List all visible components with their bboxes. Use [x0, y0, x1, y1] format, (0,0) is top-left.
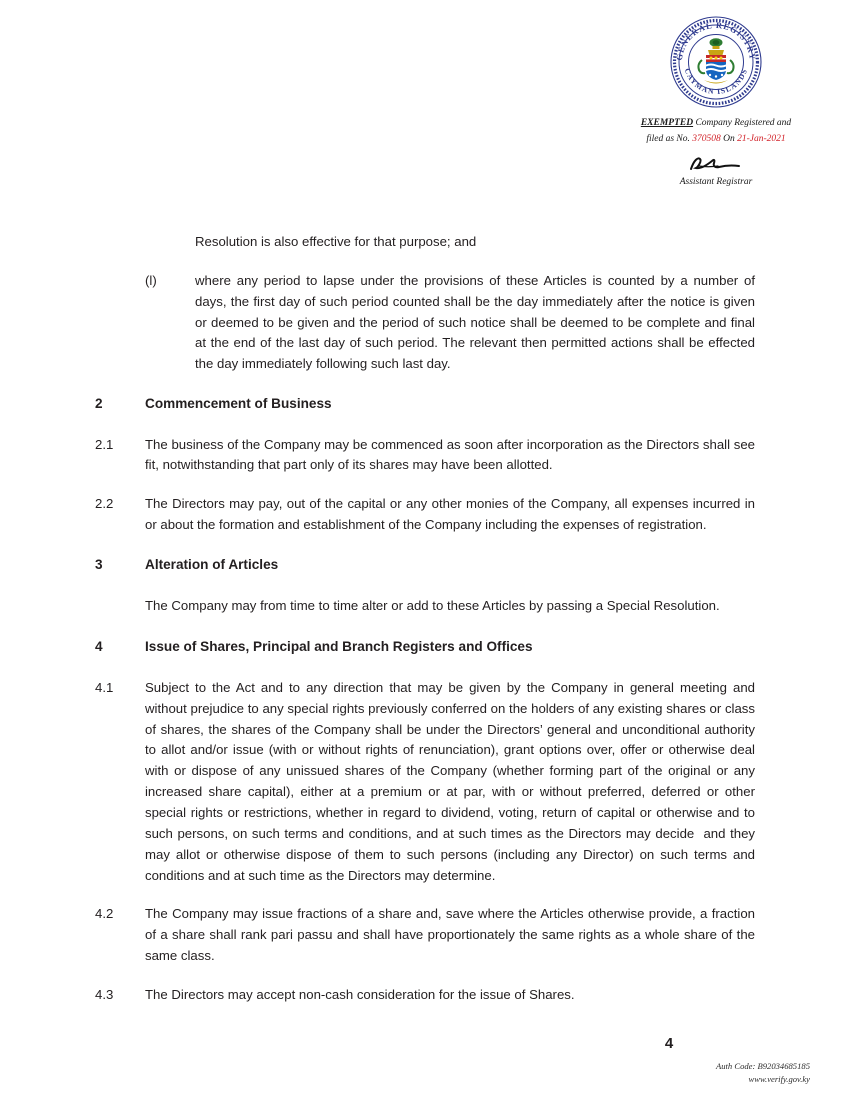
filed-as-no-label: filed as No. [646, 133, 693, 144]
section-3-title: Alteration of Articles [145, 557, 279, 573]
section-heading-2 [95, 393, 755, 414]
exempted-label: EXEMPTED [640, 118, 694, 128]
registration-number: 370508 [692, 133, 721, 144]
registration-date: 21-Jan-2021 [737, 133, 786, 144]
clause-2-2-number: 2.2 [95, 496, 114, 512]
section-4-number: 4 [95, 639, 103, 655]
stamp-line-filed [616, 132, 816, 148]
clause-4-3-number: 4.3 [95, 987, 114, 1003]
section-3-number: 3 [95, 557, 103, 573]
verify-url: www.verify.gov.ky [748, 1074, 810, 1085]
signature-glyph [685, 154, 747, 174]
section-heading-3 [95, 554, 755, 575]
assistant-registrar-title: Assistant Registrar [679, 177, 753, 188]
section-2-title: Commencement of Business [145, 396, 332, 412]
on-label: On [720, 133, 738, 144]
clause-4-1-text: Subject to the Act and to any direction that may be given by the Company in general meeting and without prejudice to any special rights previously conferred on the holders of any existing shares or class of shares, the shares of the Company shall be under the Directors’ general and unconditional authority to allot and/or issue (with or without rights of renunciation), grant options over, offer or otherwise deal with or dispose of any unissued shares of the Company (whether forming part of the original or any increased share capital), either at a premium or at par, with or without preferred, deferred or other special rights or restrictions, whether in regard to dividend, voting, return of capital or otherwise and to such persons, on such terms and conditions, and at such times as the Directors may decide and they may allot or otherwise dispose of them to such persons (including any Director) on such terms and conditions and at such time as the Directors may determine. [145, 679, 759, 883]
section-2-number: 2 [95, 396, 103, 412]
clause-2-1-text: The business of the Company may be commenced as soon after incorporation as the Directors shall see fit, notwithstanding that part only of its shares may have been allotted. [145, 436, 759, 473]
svg-text:CAYMAN ISLANDS: CAYMAN ISLANDS [682, 67, 750, 97]
clause-l-marker: (l) [145, 272, 157, 288]
seal-graphic [668, 14, 764, 110]
stamp-text-block [616, 116, 816, 147]
auth-code: Auth Code: B92034685185 [715, 1061, 810, 1072]
page-footer [580, 1035, 810, 1086]
general-registry-seal [668, 14, 764, 110]
clause-4-2-number: 4.2 [95, 906, 114, 922]
continuation-line: Resolution is also effective for that purpose; and [195, 234, 477, 249]
section-3-paragraph: The Company may from time to time alter or add to these Articles by passing a Special Resolution. [145, 597, 720, 613]
section-4-title: Issue of Shares, Principal and Branch Registers and Offices [145, 639, 533, 655]
clause-4-3 [95, 985, 755, 1006]
clause-4-1 [95, 678, 759, 887]
document-body [95, 232, 759, 1006]
clause-2-1 [95, 435, 759, 477]
stamp-line-registered [616, 116, 816, 132]
clause-2-1-number: 2.1 [95, 436, 114, 452]
registrar-stamp [616, 14, 816, 187]
signature-mark [616, 154, 816, 176]
clause-2-2-text: The Directors may pay, out of the capital or any other monies of the Company, all expenses incurred in or about the formation and establishment of the Company including the expenses of registration. [145, 496, 759, 533]
clause-2-2 [95, 494, 759, 536]
stamp-line1-text: Company Registered and [693, 118, 792, 128]
clause-4-2 [95, 904, 759, 967]
svg-text:GENERAL REGISTRY: GENERAL REGISTRY [674, 20, 758, 62]
page-number: 4 [664, 1035, 674, 1053]
clause-4-3-text: The Directors may accept non-cash consideration for the issue of Shares. [145, 987, 575, 1003]
coat-of-arms-emblem [698, 38, 733, 83]
section-heading-4 [95, 636, 755, 657]
clause-l-text: where any period to lapse under the provisions of these Articles is counted by a number of days, the first day of such period counted shall be the day immediately after the notice is given or deemed to be given and the period of such notice shall be deemed to be complete and final at the end of the last day of such period. The relevant then permitted actions shall be effected the day immediately following such last day. [195, 272, 759, 372]
clause-l [145, 271, 759, 375]
clause-4-2-text: The Company may issue fractions of a share and, save where the Articles otherwise provide, a fraction of a share shall rank pari passu and shall have proportionately the same rights as a whole share of the same class. [145, 906, 759, 964]
clause-4-1-number: 4.1 [95, 679, 114, 695]
